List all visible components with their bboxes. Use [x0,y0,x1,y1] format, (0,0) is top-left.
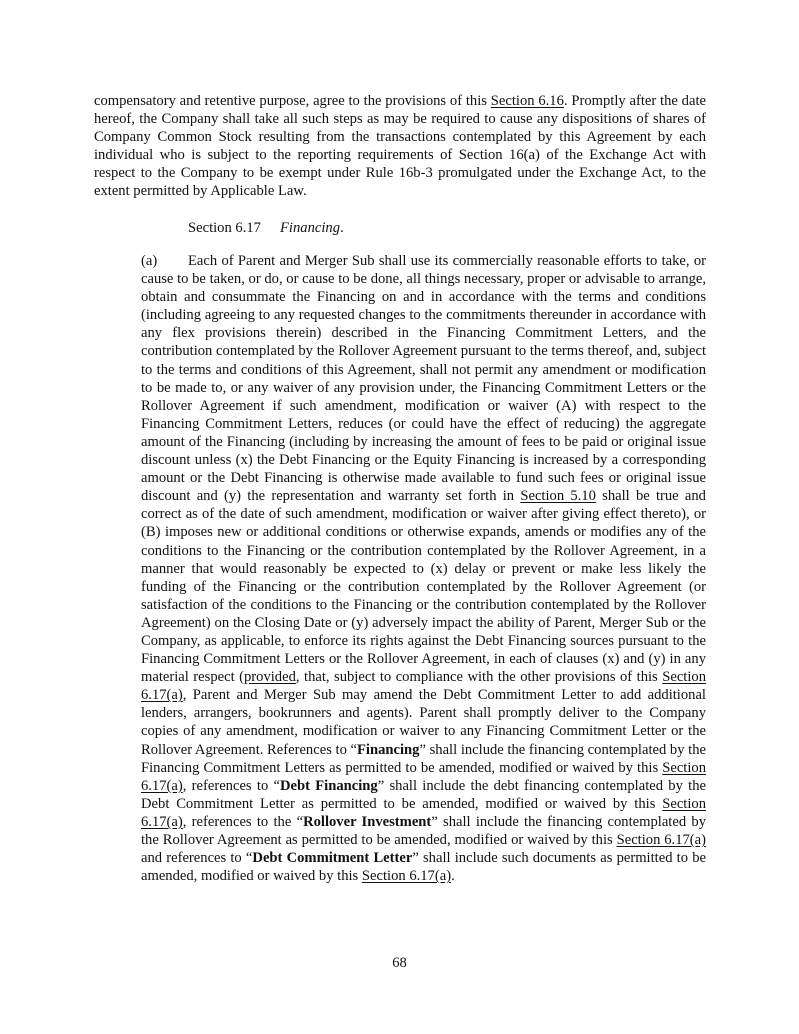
section-6-17-a-reference: Section 6.17(a) [141,669,707,704]
paragraph-section-6-16-continuation: compensatory and retentive purpose, agree to the provisions of this Section 6.16. Promptly after the date hereof, the Company shall take all such steps as may be required to cause any dispositions of shares of Company Common Stock resulting from the transactions contemplated by this Agreement by each individual who is subject to the reporting requirements of Section 16(a) of the Exchange Act with respect to the Company to be exempt under Rule 16b-3 promulgated under the Exchange Act, to the extent permitted by Applicable Law. [94,93,706,200]
page-number: 68 [392,955,407,971]
defined-term-debt-financing: Debt Financing [280,777,378,794]
section-6-17-a-reference: Section 6.17(a) [141,795,706,830]
defined-term-financing: Financing [357,741,420,758]
section-6-16-reference: Section 6.16 [490,93,564,109]
paragraph-6-17-a: (a) Each of Parent and Merger Sub shall use its commercially reasonable efforts to take, or cause to be taken, or do, or cause to be done, all things necessary, proper or advisable to arrange, obtain and consummate the Financing on and in accordance with the terms and conditions (including agreeing to any requested changes to the commitments thereunder in accordance with any flex provisions therein) described in the Financing Commitment Letters, and the contribution contemplated by the Rollover Agreement pursuant to the terms thereof, and, subject to the terms and conditions of this Agreement, shall not permit any amendment or modification to be made to, or any waiver of any provision under, the Financing Commitment Letters or the Rollover Agreement if such amendment, modification or waiver (A) with respect to the Financing Commitment Letters, reduces (or could have the effect of reducing) the aggregate amount of the Financing (including by increasing the amount of fees to be paid or original issue discount unless (x) the Debt Financing or the Equity Financing is increased by a corresponding amount or the Debt Financing is otherwise made available to fund such fees or original issue discount and (y) the representation and warranty set forth in Section 5.10 shall be true and correct as of the date of such amendment, modification or waiver after giving effect thereto), or (B) imposes new or additional conditions or otherwise expands, amends or modifies any of the conditions to the Financing or the contribution contemplated by the Rollover Agreement, in a manner that would reasonably be expected to (x) delay or prevent or make less likely the funding of the Financing or the contribution contemplated by the Rollover Agreement (or satisfaction of the conditions to the Financing or the contribution contemplated by the Rollover Agreement) on the Closing Date or (y) adversely impact the ability of Parent, Merger Sub or the Company, as applicable, to enforce its rights against the Debt Financing sources pursuant to the Financing Commitment Letters or the Rollover Agreement, in each of clauses (x) and (y) in any material respect (provided, that, subject to compliance with the other provisions of this Section 6.17(a), Parent and Merger Sub may amend the Debt Commitment Letter to add additional lenders, arrangers, bookrunners and agents). Parent shall promptly deliver to the Company copies of any amendment, modification or waiver to any Financing Commitment Letter or the Rollover Agreement. References to “Financing” shall include the financing contemplated by the Financing Commitment Letters as permitted to be amended, modified or waived by this Section 6.17(a), references to “Debt Financing” shall include the debt financing contemplated by the Debt Commitment Letter as permitted to be amended, modified or waived by this Section 6.17(a), references to the “Rollover Investment” shall include the financing contemplated by the Rollover Agreement as permitted to be amended, modified or waived by this Section 6.17(a) and references to “Debt Commitment Letter” shall include such documents as permitted to be amended, modified or waived by this Section 6.17(a). [141,253,707,885]
defined-term-rollover-investment: Rollover Investment [303,813,432,830]
provided-term: provided [243,669,296,686]
section-5-10-reference: Section 5.10 [520,488,596,505]
section-6-17-a-reference: Section 6.17(a) [141,759,706,794]
section-6-17-heading: Section 6.17 Financing. [188,220,344,236]
defined-term-debt-commitment-letter: Debt Commitment Letter [252,850,413,867]
section-6-17-a-reference: Section 6.17(a) [361,868,452,885]
section-6-17-a-reference: Section 6.17(a) [616,832,706,848]
section-number: Section 6.17 [188,220,261,236]
section-title: Financing [280,220,340,236]
clause-label: (a) [141,253,158,269]
